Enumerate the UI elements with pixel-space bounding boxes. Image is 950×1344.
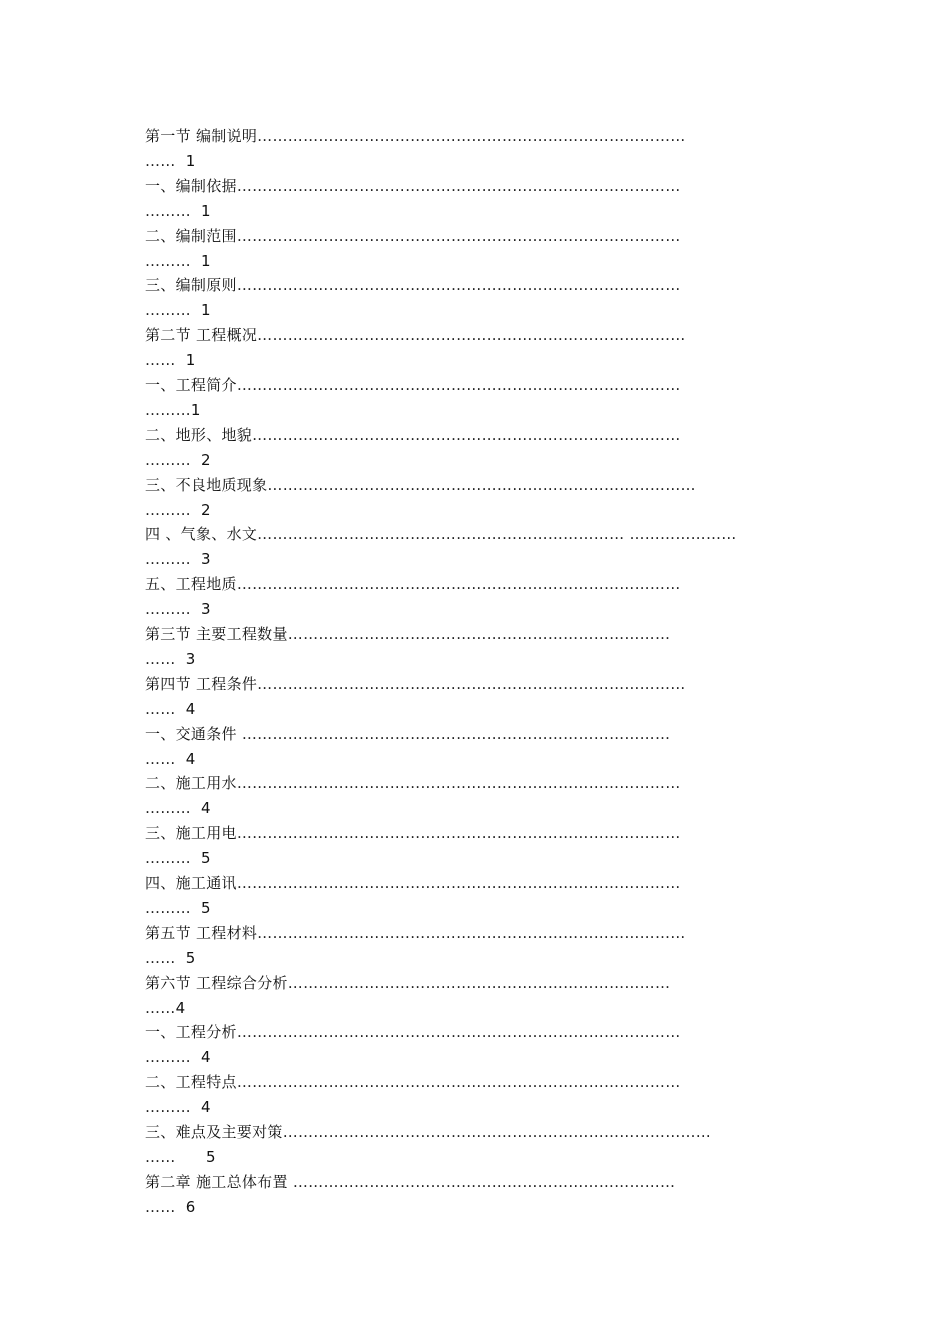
toc-page-number: 4 — [201, 799, 211, 818]
toc-dot-leader: …………………………………………………………………………… — [236, 226, 681, 245]
toc-entry-page-line — [145, 448, 810, 472]
toc-dot-leader-continued: ……… — [145, 1098, 202, 1117]
toc-entry-page-line — [145, 697, 810, 721]
toc-dot-leader: …………………………………………………………………………… — [236, 276, 681, 295]
toc-entry-page-line — [145, 1195, 810, 1219]
toc-entry-title: 四 、气象、水文 — [145, 525, 258, 544]
toc-entry-page-line — [145, 946, 810, 970]
toc-entry-page-line — [145, 249, 810, 273]
toc-entry-title: 第一节 编制说明 — [145, 127, 258, 145]
toc-dot-leader-continued: …… — [145, 1197, 186, 1216]
toc-entry[interactable] — [145, 622, 810, 672]
toc-entry-heading-line — [145, 174, 810, 199]
toc-entry-page-line — [145, 298, 810, 322]
toc-dot-leader-continued: ……… — [145, 799, 202, 818]
toc-entry-title: 第四节 工程条件 — [145, 674, 258, 693]
toc-dot-leader: …………………………………………………………………………… — [236, 1073, 681, 1092]
toc-dot-leader: ………………………………………………………………… — [292, 1172, 676, 1191]
toc-dot-leader: …………………………………………………………………………… — [236, 575, 681, 594]
toc-entry-page-line — [145, 498, 810, 522]
toc-entry-heading-line — [145, 522, 810, 547]
toc-entry[interactable] — [145, 821, 810, 871]
toc-dot-leader-continued: ……… — [145, 450, 202, 469]
table-of-contents — [145, 124, 810, 1220]
toc-entry-heading-line — [145, 423, 810, 448]
toc-entry-title: 四、施工通讯 — [145, 873, 237, 892]
toc-page-number: 4 — [201, 1098, 211, 1117]
toc-dot-leader: ………………………………………………………………… — [287, 973, 671, 992]
toc-page-number: 5 — [201, 849, 211, 868]
toc-entry[interactable] — [145, 921, 810, 971]
toc-page-number: 1 — [201, 251, 211, 270]
toc-entry[interactable] — [145, 722, 810, 772]
toc-page-number: 1 — [201, 201, 211, 220]
toc-entry-heading-line — [145, 722, 810, 747]
toc-entry-page-line — [145, 896, 810, 920]
toc-entry-title: 第六节 工程综合分析 — [145, 973, 288, 992]
toc-entry-heading-line — [145, 622, 810, 647]
toc-entry-title: 第五节 工程材料 — [145, 923, 258, 942]
toc-entry-heading-line — [145, 1020, 810, 1045]
toc-dot-leader: ………………………………………………………………………… — [241, 724, 671, 743]
toc-dot-leader-continued: ……… — [145, 500, 202, 519]
toc-entry-heading-line — [145, 572, 810, 597]
toc-entry-page-line — [145, 647, 810, 671]
toc-entry-title: 三、不良地质现象 — [145, 475, 268, 494]
toc-entry[interactable] — [145, 971, 810, 1021]
toc-page-number: 4 — [185, 749, 196, 768]
toc-entry-title: 第二章 施工总体布置 — [145, 1172, 293, 1191]
toc-page-number: 4 — [185, 699, 196, 718]
toc-page-number: 4 — [201, 1048, 211, 1067]
toc-page-number: 6 — [185, 1197, 196, 1216]
toc-entry-page-line — [145, 547, 810, 571]
toc-entry[interactable] — [145, 273, 810, 323]
toc-entry-title: 三、施工用电 — [145, 824, 237, 843]
toc-entry-heading-line — [145, 921, 810, 946]
toc-page-number: 3 — [185, 649, 196, 668]
toc-entry-heading-line — [145, 124, 810, 149]
toc-entry-heading-line — [145, 323, 810, 348]
toc-dot-leader-continued: …… — [145, 1147, 207, 1166]
toc-page-number: 1 — [185, 351, 196, 370]
toc-entry[interactable] — [145, 373, 810, 423]
toc-entry[interactable] — [145, 323, 810, 373]
toc-entry[interactable] — [145, 1170, 810, 1220]
toc-page-number: 2 — [201, 500, 211, 519]
toc-dot-leader: …………………………………………………………………………… — [236, 774, 681, 793]
toc-entry-title: 一、编制依据 — [145, 176, 237, 195]
toc-dot-leader: ………………………………………………………………………… — [267, 475, 696, 494]
toc-entry[interactable] — [145, 1020, 810, 1070]
toc-dot-leader-continued: ……… — [145, 1048, 202, 1067]
toc-entry-title: 一、工程简介 — [145, 375, 237, 394]
toc-entry[interactable] — [145, 224, 810, 274]
toc-entry-title: 第三节 主要工程数量 — [145, 624, 288, 643]
toc-dot-leader-continued: …… — [145, 749, 186, 768]
toc-dot-leader-continued: …… — [145, 948, 186, 967]
toc-entry-heading-line — [145, 273, 810, 298]
toc-entry-heading-line — [145, 473, 810, 498]
toc-dot-leader-continued: …… — [145, 351, 186, 370]
toc-dot-leader-continued: ……… — [145, 400, 191, 419]
toc-dot-leader: …………………………………………………………………………… — [236, 824, 681, 843]
toc-dot-leader-continued: ……… — [145, 600, 202, 619]
toc-entry-heading-line — [145, 771, 810, 796]
toc-page-number: 3 — [201, 600, 211, 619]
toc-entry-title: 五、工程地质 — [145, 575, 237, 594]
toc-entry-page-line — [145, 348, 810, 372]
toc-entry-title: 三、难点及主要对策 — [145, 1122, 283, 1141]
toc-dot-leader-continued: …… — [145, 699, 186, 718]
toc-entry[interactable] — [145, 771, 810, 821]
toc-entry[interactable] — [145, 1120, 810, 1170]
toc-dot-leader: ………………………………………………………………………… — [282, 1122, 712, 1141]
toc-entry-page-line — [145, 597, 810, 621]
toc-entry-heading-line — [145, 672, 810, 697]
toc-page-number: 5 — [185, 948, 196, 967]
toc-entry-page-line — [145, 1145, 810, 1169]
toc-dot-leader: …………………………………………………………………………… — [236, 176, 681, 195]
toc-dot-leader-continued: ……… — [145, 301, 202, 320]
toc-entry[interactable] — [145, 473, 810, 523]
toc-entry-heading-line — [145, 971, 810, 996]
toc-entry-title: 三、编制原则 — [145, 276, 237, 295]
toc-dot-leader: ………………………………………………………………………… — [257, 326, 686, 345]
toc-dot-leader-continued: …… — [145, 152, 186, 170]
toc-page-number: 4 — [175, 998, 186, 1017]
toc-entry-heading-line — [145, 1170, 810, 1195]
toc-dot-leader: ………………………………………………………………… — [287, 624, 671, 643]
toc-dot-leader: …………………………………………………………………………… — [236, 375, 681, 394]
toc-entry[interactable] — [145, 572, 810, 622]
toc-entry-title: 一、交通条件 — [145, 724, 242, 743]
toc-page-number: 1 — [190, 400, 201, 419]
toc-page-number: 3 — [201, 550, 211, 569]
toc-entry-page-line — [145, 1045, 810, 1069]
toc-dot-leader-continued: ……… — [145, 201, 202, 220]
toc-dot-leader-continued: ……… — [145, 251, 202, 270]
toc-dot-leader-continued: ……… — [145, 849, 202, 868]
toc-entry[interactable] — [145, 522, 810, 572]
toc-entry-heading-line — [145, 821, 810, 846]
toc-dot-leader: …………………………………………………………………………… — [236, 1023, 681, 1042]
toc-dot-leader-continued: ……… — [145, 898, 202, 917]
toc-dot-leader-continued: …… — [145, 649, 186, 668]
toc-dot-leader: ……………………………………………………………… ………………… — [257, 525, 737, 544]
toc-entry-heading-line — [145, 373, 810, 398]
toc-entry[interactable] — [145, 423, 810, 473]
toc-entry[interactable] — [145, 672, 810, 722]
toc-entry-heading-line — [145, 1070, 810, 1095]
toc-dot-leader: ………………………………………………………………………… — [257, 923, 686, 942]
toc-page-number: 1 — [185, 152, 196, 170]
toc-entry-title: 二、地形、地貌 — [145, 425, 253, 444]
toc-entry-heading-line — [145, 224, 810, 249]
toc-entry[interactable] — [145, 871, 810, 921]
toc-page-number: 1 — [201, 301, 211, 320]
toc-entry-title: 二、编制范围 — [145, 226, 237, 245]
toc-entry-page-line — [145, 149, 810, 173]
toc-entry-page-line — [145, 846, 810, 870]
toc-entry-page-line — [145, 796, 810, 820]
toc-dot-leader: ………………………………………………………………………… — [252, 425, 681, 444]
toc-entry[interactable] — [145, 1070, 810, 1120]
toc-entry-heading-line — [145, 871, 810, 896]
toc-page-number: 5 — [206, 1147, 216, 1166]
toc-entry[interactable] — [145, 124, 810, 174]
toc-entry-page-line — [145, 199, 810, 223]
toc-entry-page-line — [145, 996, 810, 1020]
toc-entry-page-line — [145, 398, 810, 422]
toc-entry-page-line — [145, 1095, 810, 1119]
toc-entry-title: 二、工程特点 — [145, 1073, 237, 1092]
toc-entry-heading-line — [145, 1120, 810, 1145]
toc-dot-leader: …………………………………………………………………………… — [236, 873, 681, 892]
toc-dot-leader-continued: ……… — [145, 550, 202, 569]
toc-entry-page-line — [145, 747, 810, 771]
toc-entry-title: 第二节 工程概况 — [145, 326, 258, 345]
toc-entry-title: 二、施工用水 — [145, 774, 237, 793]
toc-page-number: 5 — [201, 898, 211, 917]
toc-entry-title: 一、工程分析 — [145, 1023, 237, 1042]
toc-entry[interactable] — [145, 174, 810, 224]
toc-dot-leader: ………………………………………………………………………… — [257, 674, 686, 693]
toc-dot-leader-continued: …… — [145, 998, 176, 1017]
toc-page-number: 2 — [201, 450, 211, 469]
toc-dot-leader: ………………………………………………………………………… — [257, 127, 686, 145]
